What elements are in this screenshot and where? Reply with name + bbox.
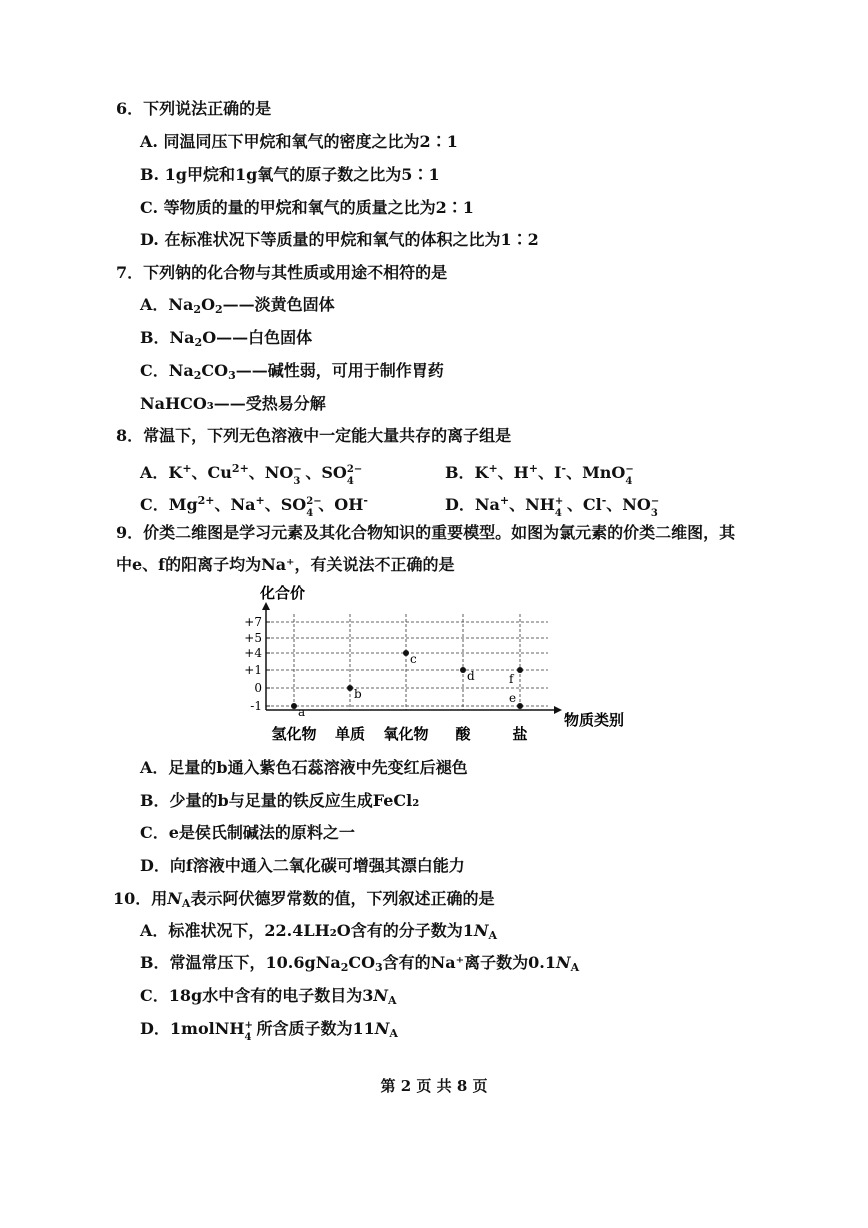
- valence-category-chart: [236, 582, 636, 747]
- q8-option-a: A．K+、$Cu^{2+}$、NO − 3 、SO 2− 4: [140, 462, 363, 487]
- option-label: C．: [140, 495, 169, 514]
- option-text: B．常温常压下，10.6g: [140, 953, 316, 972]
- y-axis-label: 化合价: [260, 584, 306, 602]
- x-axis-label: 物质类别: [564, 711, 625, 729]
- q9-option-c: C．e是侯氏制碱法的原料之一: [140, 823, 355, 842]
- data-point-f: [517, 667, 523, 673]
- y-tick-label: +4: [244, 646, 262, 660]
- y-tick-label: +5: [244, 631, 262, 645]
- y-tick-label: +1: [244, 663, 262, 677]
- q7-option-a: A．$Na_2O_2——$淡黄色固体: [140, 295, 335, 316]
- chart-grid: [266, 614, 548, 710]
- option-label: B．: [140, 328, 170, 347]
- option-text: 含有的Na⁺离子数为0.1: [382, 953, 556, 972]
- q6-stem: 6．下列说法正确的是: [116, 99, 272, 118]
- q9-stem-line2: 中e、f的阳离子均为Na⁺，有关说法不正确的是: [116, 555, 455, 574]
- chart-categories: [271, 725, 527, 743]
- option-label: A．: [140, 295, 169, 314]
- point-label-e: e: [509, 691, 517, 705]
- data-point-b: [347, 685, 353, 691]
- q9-stem-line1: 9．价类二维图是学习元素及其化合物知识的重要模型。如图为氯元素的价类二维图，其: [116, 523, 736, 542]
- q6-option-d: D. 在标准状况下等质量的甲烷和氧气的体积之比为1∶2: [140, 230, 539, 249]
- q6-option-c: C. 等物质的量的甲烷和氧气的质量之比为2∶1: [140, 198, 474, 217]
- q6-option-b: B. 1g甲烷和1g氧气的原子数之比为5∶1: [140, 165, 440, 184]
- option-label: A．: [140, 463, 169, 482]
- q10-option-b: B．常温常压下，$10.6gNa_2CO_3$含有的Na⁺离子数为$0.1N_A$: [140, 953, 580, 974]
- q8-stem: 8．常温下，下列无色溶液中一定能大量共存的离子组是: [116, 426, 512, 445]
- q10-option-d: D．1molNH + 4 所含质子数为$11N_A$: [140, 1019, 398, 1043]
- q7-option-d: NaHCO₃——受热易分解: [140, 394, 326, 413]
- point-label-d: d: [467, 669, 475, 683]
- q8-option-d: D．Na+、NH + 4 、Cl-、NO − 3: [445, 494, 660, 519]
- point-label-a: a: [298, 705, 306, 719]
- stem-text: 10．用: [113, 889, 168, 908]
- data-point-e: [517, 703, 523, 709]
- q6-option-a: A. 同温同压下甲烷和氧气的密度之比为2∶1: [140, 132, 458, 151]
- x-axis-arrow: [554, 706, 562, 714]
- q10-stem: 10．用$N_A$表示阿伏德罗常数的值，下列叙述正确的是: [113, 889, 495, 910]
- option-text: ——白色固体: [216, 328, 313, 347]
- q8-option-c: C．$Mg^{2+}$、Na+、SO 2− 4 、OH-: [140, 494, 368, 519]
- x-tick-label: 盐: [512, 725, 528, 743]
- option-text: C．18g水中含有的电子数目为3: [140, 986, 374, 1005]
- x-tick-label: 酸: [455, 725, 471, 743]
- q10-option-a: A．标准状况下，22.4LH₂O含有的分子数为$1N_A$: [140, 921, 498, 942]
- q7-option-c: C．$Na_2CO_3——$碱性弱，可用于制作胃药: [140, 361, 444, 382]
- option-text: ——碱性弱，可用于制作胃药: [235, 361, 444, 380]
- y-axis-arrow: [262, 602, 270, 610]
- y-tick-label: -1: [250, 699, 262, 713]
- stem-text: 表示阿伏德罗常数的值，下列叙述正确的是: [190, 889, 495, 908]
- point-label-f: f: [509, 672, 514, 686]
- q7-stem: 7．下列钠的化合物与其性质或用途不相符的是: [116, 263, 448, 282]
- q9-option-b: B．少量的b与足量的铁反应生成FeCl₂: [140, 791, 420, 810]
- option-label: D．: [445, 495, 475, 514]
- x-tick-label: 单质: [334, 725, 366, 743]
- option-text: D．1mol: [140, 1019, 215, 1038]
- q9-option-a: A．足量的b通入紫色石蕊溶液中先变红后褪色: [140, 758, 468, 777]
- data-point-a: [291, 703, 297, 709]
- x-tick-label: 氢化物: [271, 725, 317, 743]
- q10-option-c: C．18g水中含有的电子数目为$3N_A$: [140, 986, 397, 1007]
- y-tick-label: +7: [244, 615, 262, 629]
- q9-option-d: D．向f溶液中通入二氧化碳可增强其漂白能力: [140, 856, 465, 875]
- y-tick-label: 0: [254, 681, 262, 695]
- point-label-b: b: [354, 687, 362, 701]
- page-footer: 第 2 页 共 8 页: [380, 1077, 488, 1095]
- chart-points: [291, 650, 523, 719]
- x-tick-label: 氧化物: [383, 725, 429, 743]
- point-label-c: c: [410, 652, 417, 666]
- option-label: C．: [140, 361, 169, 380]
- option-label: B．: [445, 463, 475, 482]
- data-point-d: [460, 667, 466, 673]
- option-text: 所含质子数为11: [256, 1019, 375, 1038]
- q7-option-b: B．$Na_2O——$白色固体: [140, 328, 313, 349]
- option-text: A．标准状况下，22.4LH₂O含有的分子数为1: [140, 921, 474, 940]
- data-point-c: [403, 650, 409, 656]
- q8-option-b: B．K+、H+、I-、MnO − 4: [445, 462, 634, 487]
- option-text: ——淡黄色固体: [222, 295, 335, 314]
